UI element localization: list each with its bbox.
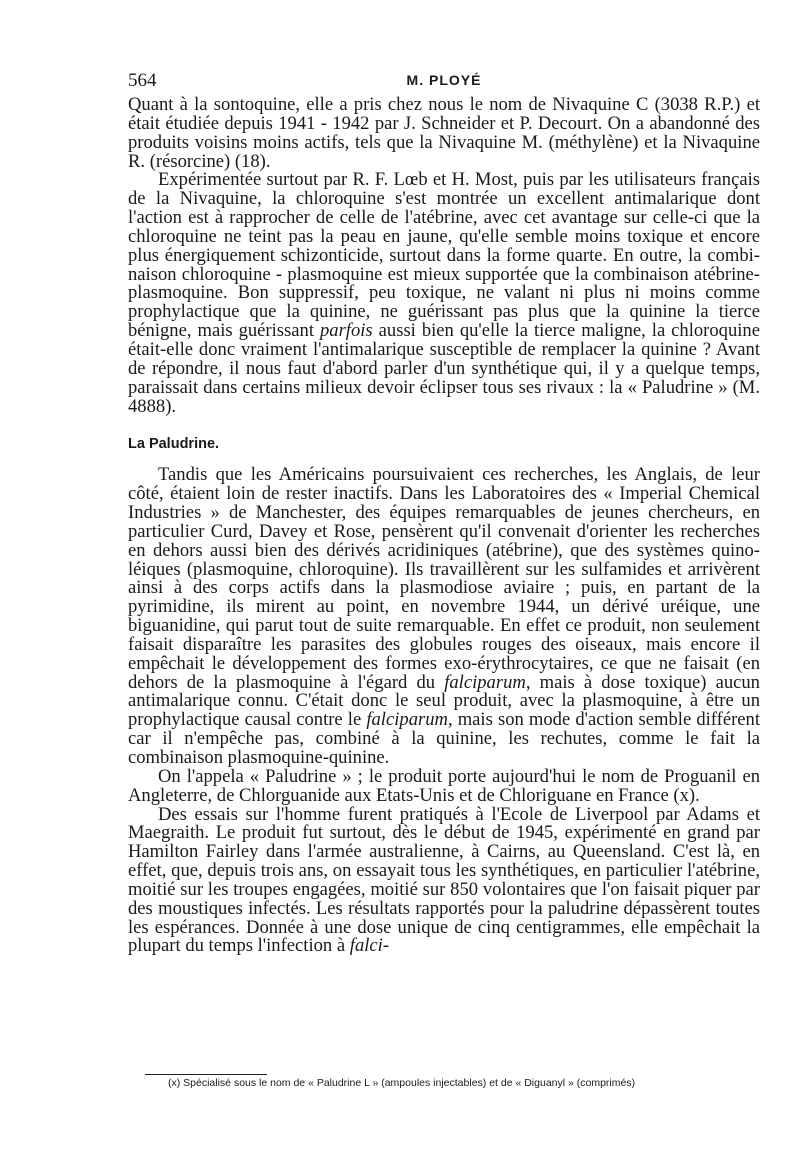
paragraph-appellation: On l'appela « Paludrine » ; le produit porte aujourd'hui le nom de Proguanil en Angleterre, de Chlorguanide aux Etats-Unis et de Chloriguane en France (x). [128, 765, 760, 806]
italic-falciparum-2: falciparum [366, 709, 448, 731]
paragraph-chloroquine [128, 171, 760, 416]
italic-falciparum-1: falciparum [444, 671, 526, 693]
italic-parfois: parfois [319, 320, 373, 342]
page-body [128, 70, 760, 956]
paragraph-essais-text-a: Des essais sur l'homme furent pratiqués à l'Ecole de Liverpool par Adams et Maegraith. Le produit fut surtout, dès le début de 1945, expérimenté en grand par Hamilton Fairley dans l'armée australienne, à Cairns, au Queensland. C'est là, en effet, que, depuis trois ans, on essayait tous les synthétiques, en particulier l'atébrine, moitié sur les troupes engagées, moitié sur 850 volontaires que l'on faisait piquer par des moustiques infectés. Les résultats rapportés pour la paludrine dépassèrent toutes les espérances. Donnée à une dose unique de cinq centigrammes, elle empêchait la plupart du temps l'infection à [128, 803, 760, 957]
paragraph-chloroquine-text-b: aussi bien qu'elle la tierce maligne, la chloroquine était-elle donc vraiment l'antimalarique susceptible de remplacer la quinine ? Avant de répondre, il nous faut d'abord parler d'un synthétique qui, il y a quelque temps, paraissait dans certains milieux devoir éclipser tous ses rivaux : la « Paludrine » (M. 4888). [128, 320, 760, 417]
paragraph-chloroquine-text-a: Expérimentée surtout par R. F. Lœb et H. Most, puis par les utilisateurs français de la Nivaquine, la chloroquine s'est montrée un excellent antimalarique dont l'action est à rapprocher de celle de l'atébrine, avec cet avantage sur celle-ci que la chloroquine ne teint pas la peau en jaune, qu'elle semble moins toxique et encore plus énergiquement schizonticide, surtout dans la forme quarte. En outre, la combinaison chloroquine - plasmoquine est mieux supportée que la combinaison atébrine-plasmoquine. Bon suppressif, peu toxique, ne valant ni plus ni moins comme prophylactique que la quinine, ne guérissant pas plus que la quinine la tierce bénigne, mais guérissant [128, 169, 760, 342]
paragraph-essais [128, 803, 760, 957]
footnote: (x) Spécialisé sous le nom de « Paludrine L » (ampoules injectables) et de « Diguanyl » (comprimés) [168, 1077, 636, 1089]
italic-falci: falci- [349, 935, 390, 957]
paragraph-sontoquine: Quant à la sontoquine, elle a pris chez nous le nom de Nivaquine C (3038 R.P.) et était étudiée depuis 1941 - 1942 par J. Schneider et P. Decourt. On a abandonné des produits voisins moins actifs, tels que la Nivaquine M. (méthylène) et la Nivaquine R. (résorcine) (18). [128, 94, 760, 172]
page-number: 564 [128, 70, 157, 91]
page-header [128, 70, 760, 96]
paragraph-anglais [128, 466, 760, 768]
running-head: M. PLOYÉ [406, 72, 482, 88]
paragraph-anglais-text-c: , mais son mode d'action semble différent car il n'empêche pas, combiné à la quinine, les rechutes, comme le fait la combinaison plasmoquine-quinine. [128, 709, 760, 768]
paragraph-anglais-text-b: , mais à dose toxique) aucun antimalarique connu. C'était donc le seul produit, avec la plasmoquine, à être un prophylactique causal contre le [128, 671, 760, 731]
footnote-rule [145, 1074, 267, 1075]
section-title: La Paludrine. [128, 436, 220, 453]
paragraph-anglais-text-a: Tandis que les Américains poursuivaient ces recherches, les Anglais, de leur côté, étaient loin de rester inactifs. Dans les Laboratoires des « Imperial Chemical Industries » de Manchester, des équipes remarquables de jeunes chercheurs, en particulier Curd, Davey et Rose, pensèrent qu'il convenait d'orienter les recherches en dehors aussi bien des dérivés acridiniques (atébrine), que des systèmes quinoléiques (plasmoquine, chloroquine). Ils travaillèrent sur les sulfamides et arrivèrent ainsi à des corps actifs dans la plasmodiose aviaire ; puis, en partant de la pyrimidine, ils mirent au point, en novembre 1944, un dérivé uréique, une biguanidine, qui parut tout de suite remarquable. En effet ce produit, non seulement faisait disparaître les parasites des globules rouges des oiseaux, mais encore il empêchait le développement des formes exo-érythrocytaires, ce que ne faisait (en dehors de la plasmoquine à l'égard du [128, 464, 760, 693]
